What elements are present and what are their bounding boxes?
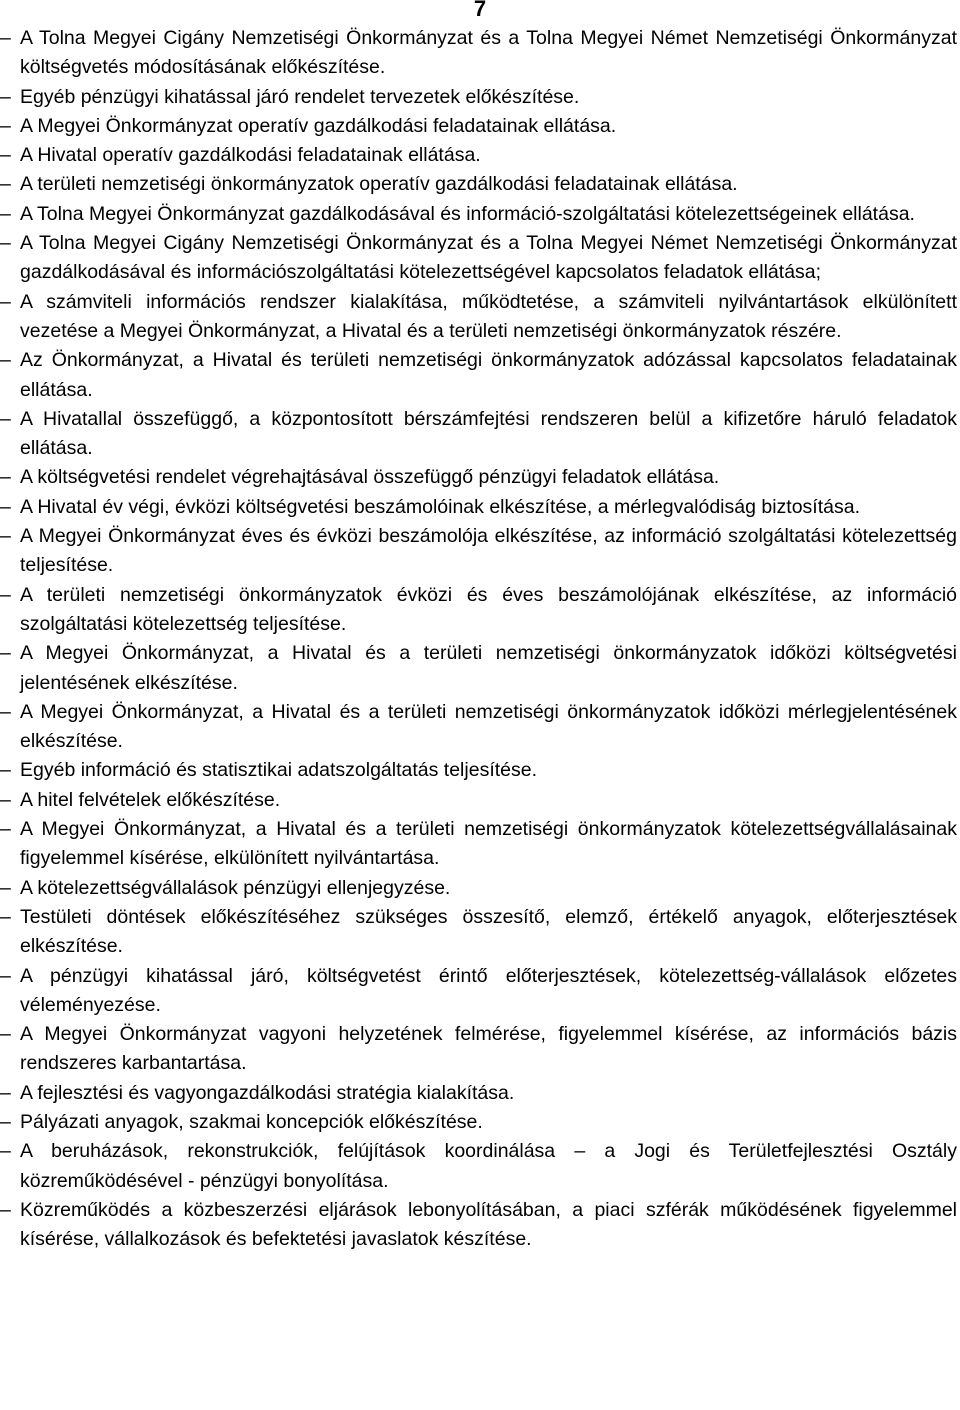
- list-item-text: A Hivatal operatív gazdálkodási feladatainak ellátása.: [20, 144, 481, 167]
- list-item-text: A Hivatal év végi, évközi költségvetési beszámolóinak elkészítése, a mérlegvalódiság biztosítása.: [20, 495, 861, 518]
- bullet-dash: –: [0, 173, 11, 196]
- bullet-dash: –: [0, 349, 11, 372]
- list-item-text: A Megyei Önkormányzat éves és évközi beszámolója elkészítése, az információ szolgáltatási kötelezettség teljesítése.: [20, 525, 957, 577]
- bullet-dash: –: [0, 1081, 11, 1104]
- bullet-dash: –: [0, 1110, 11, 1133]
- bullet-dash: –: [0, 114, 11, 137]
- bullet-dash: –: [0, 700, 11, 723]
- list-item-text: A Tolna Megyei Cigány Nemzetiségi Önkormányzat és a Tolna Megyei Német Nemzetiségi Önkormányzat gazdálkodásával és információszolgáltatási kötelezettségével kapcsolatos feladatok ellátása;: [20, 232, 957, 284]
- bullet-dash: –: [0, 202, 11, 225]
- list-item: [0, 522, 957, 581]
- list-item-text: A területi nemzetiségi önkormányzatok operatív gazdálkodási feladatainak ellátása.: [20, 173, 738, 196]
- list-item-text: Az Önkormányzat, a Hivatal és területi nemzetiségi önkormányzatok adózással kapcsolatos feladatainak ellátása.: [20, 349, 957, 401]
- bullet-dash: –: [0, 85, 11, 108]
- list-item: [0, 229, 957, 288]
- list-item: [0, 141, 957, 170]
- list-item: [0, 786, 957, 815]
- list-item: [0, 463, 957, 492]
- bullet-dash: –: [0, 407, 11, 430]
- list-item-text: A kötelezettségvállalások pénzügyi ellenjegyzése.: [20, 876, 451, 899]
- list-item-text: A pénzügyi kihatással járó, költségvetést érintő előterjesztések, kötelezettség-vállalások előzetes véleményezése.: [20, 964, 957, 1016]
- list-item-text: Testületi döntések előkészítéséhez szükséges összesítő, elemző, értékelő anyagok, előterjesztések elkészítése.: [20, 905, 957, 958]
- list-item: [0, 1079, 957, 1108]
- list-item: [0, 200, 957, 229]
- list-item-text: A Megyei Önkormányzat vagyoni helyzetének felmérése, figyelemmel kísérése, az információs bázis rendszeres karbantartása.: [20, 1023, 957, 1075]
- list-item: [0, 698, 957, 757]
- list-item-text: A Megyei Önkormányzat, a Hivatal és a területi nemzetiségi önkormányzatok kötelezettségvállalásainak figyelemmel kísérése, elkülönített nyilvántartása.: [20, 818, 957, 870]
- list-item-text: A beruházások, rekonstrukciók, felújítások koordinálása – a Jogi és Területfejlesztési Osztály közreműködésével - pénzügyi bonyolítása.: [20, 1140, 957, 1192]
- list-item-text: Pályázati anyagok, szakmai koncepciók előkészítése.: [20, 1110, 483, 1133]
- list-item: [0, 24, 957, 83]
- bullet-dash: –: [0, 525, 11, 548]
- bullet-dash: –: [0, 964, 11, 987]
- list-item-text: Közreműködés a közbeszerzési eljárások lebonyolításában, a piaci szférák működésének figyelemmel kísérése, vállalkozások és befektetési javaslatok készítése.: [20, 1198, 957, 1251]
- list-item: [0, 405, 957, 464]
- list-item-text: Egyéb információ és statisztikai adatszolgáltatás teljesítése.: [20, 759, 538, 782]
- list-item: [0, 1137, 957, 1196]
- bullet-dash: –: [0, 1140, 11, 1163]
- list-item-text: A Megyei Önkormányzat, a Hivatal és a területi nemzetiségi önkormányzatok időközi mérlegjelentésének elkészítése.: [20, 700, 957, 753]
- list-item: [0, 493, 957, 522]
- bullet-dash: –: [0, 232, 11, 255]
- bullet-dash: –: [0, 583, 11, 606]
- task-list: [0, 24, 957, 1254]
- list-item: [0, 815, 957, 874]
- list-item: [0, 874, 957, 903]
- list-item: [0, 170, 957, 199]
- list-item-text: A fejlesztési és vagyongazdálkodási stratégia kialakítása.: [20, 1081, 515, 1104]
- list-item-text: A Tolna Megyei Cigány Nemzetiségi Önkormányzat és a Tolna Megyei Német Nemzetiségi Önkormányzat költségvetés módosításának előkészítése.: [20, 27, 957, 79]
- list-item-text: A területi nemzetiségi önkormányzatok évközi és éves beszámolójának elkészítése, az információ szolgáltatási kötelezettség teljesítése.: [20, 583, 957, 635]
- list-item: [0, 83, 957, 112]
- bullet-dash: –: [0, 144, 11, 167]
- bullet-dash: –: [0, 290, 11, 313]
- list-item: [0, 962, 957, 1021]
- list-item-text: A Tolna Megyei Önkormányzat gazdálkodásával és információ-szolgáltatási kötelezettségeinek ellátása.: [20, 202, 915, 225]
- list-item: [0, 1108, 957, 1137]
- list-item: [0, 756, 957, 785]
- bullet-dash: –: [0, 788, 11, 811]
- list-item: [0, 1196, 957, 1255]
- page-number: 7: [473, 0, 487, 21]
- bullet-dash: –: [0, 1198, 11, 1221]
- list-item: [0, 112, 957, 141]
- list-item: [0, 903, 957, 962]
- list-item: [0, 581, 957, 640]
- bullet-dash: –: [0, 466, 11, 489]
- list-item: [0, 1020, 957, 1079]
- list-item-text: A Megyei Önkormányzat operatív gazdálkodási feladatainak ellátása.: [20, 114, 617, 137]
- bullet-dash: –: [0, 642, 11, 665]
- list-item-text: A számviteli információs rendszer kialakítása, működtetése, a számviteli nyilvántartások elkülönített vezetése a Megyei Önkormányzat, a Hivatal és a területi nemzetiségi önkormányzatok részére.: [20, 290, 957, 342]
- bullet-dash: –: [0, 495, 11, 518]
- bullet-dash: –: [0, 818, 11, 841]
- list-item-text: Egyéb pénzügyi kihatással járó rendelet tervezetek előkészítése.: [20, 85, 580, 108]
- list-item: [0, 288, 957, 347]
- list-item-text: A Hivatallal összefüggő, a központosított bérszámfejtési rendszeren belül a kifizetőre háruló feladatok ellátása.: [20, 407, 957, 460]
- bullet-dash: –: [0, 27, 11, 49]
- bullet-dash: –: [0, 876, 11, 899]
- list-item-text: A Megyei Önkormányzat, a Hivatal és a területi nemzetiségi önkormányzatok időközi költségvetési jelentésének elkészítése.: [20, 642, 957, 694]
- list-item: [0, 639, 957, 698]
- bullet-dash: –: [0, 905, 11, 928]
- bullet-dash: –: [0, 1023, 11, 1046]
- list-item: [0, 346, 957, 405]
- list-item-text: A költségvetési rendelet végrehajtásával összefüggő pénzügyi feladatok ellátása.: [20, 466, 720, 489]
- list-item-text: A hitel felvételek előkészítése.: [20, 788, 281, 811]
- bullet-dash: –: [0, 759, 11, 782]
